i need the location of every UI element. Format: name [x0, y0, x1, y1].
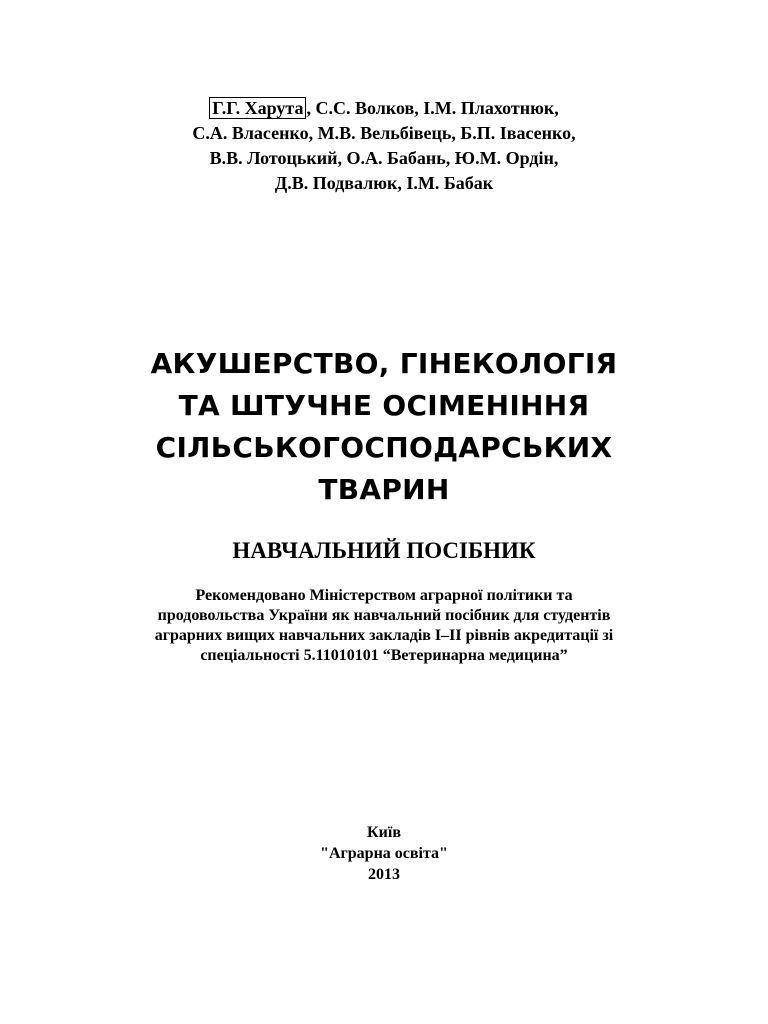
first-author-boxed: Г.Г. Харута	[209, 97, 306, 119]
authors-block	[0, 96, 768, 196]
recommendation-line-4: спеціальності 5.11010101 “Ветеринарна медицина”	[200, 647, 568, 664]
imprint-city: Київ	[367, 824, 401, 841]
book-title	[0, 343, 768, 511]
imprint-year: 2013	[368, 866, 400, 883]
recommendation-line-1: Рекомендовано Міністерством аграрної політики та	[195, 587, 573, 604]
book-title-line-3: СІЛЬСЬКОГОСПОДАРСЬКИХ	[155, 431, 613, 464]
authors-line-1-rest: , С.С. Волков, І.М. Плахотнюк,	[306, 98, 559, 118]
recommendation-block	[0, 586, 768, 666]
book-title-line-4: ТВАРИН	[318, 473, 450, 506]
authors-line-1	[0, 96, 768, 121]
book-title-line-2: ТА ШТУЧНЕ ОСІМЕНІННЯ	[178, 389, 590, 422]
imprint-block	[0, 822, 768, 885]
imprint-publisher: "Аграрна освіта"	[320, 845, 448, 862]
authors-line-4: Д.В. Подвалюк, І.М. Бабак	[274, 173, 494, 193]
recommendation-line-2: продовольства України як навчальний посібник для студентів	[157, 607, 611, 624]
book-subtitle: НАВЧАЛЬНИЙ ПОСІБНИК	[232, 538, 536, 563]
recommendation-line-3: аграрних вищих навчальних закладів І–ІІ рівнів акредитації зі	[154, 627, 614, 644]
authors-line-2: С.А. Власенко, М.В. Вельбівець, Б.П. Івасенко,	[192, 123, 576, 143]
authors-line-3: В.В. Лотоцький, О.А. Бабань, Ю.М. Ордін,	[209, 148, 559, 168]
book-title-line-1: АКУШЕРСТВО, ГІНЕКОЛОГІЯ	[150, 347, 618, 380]
